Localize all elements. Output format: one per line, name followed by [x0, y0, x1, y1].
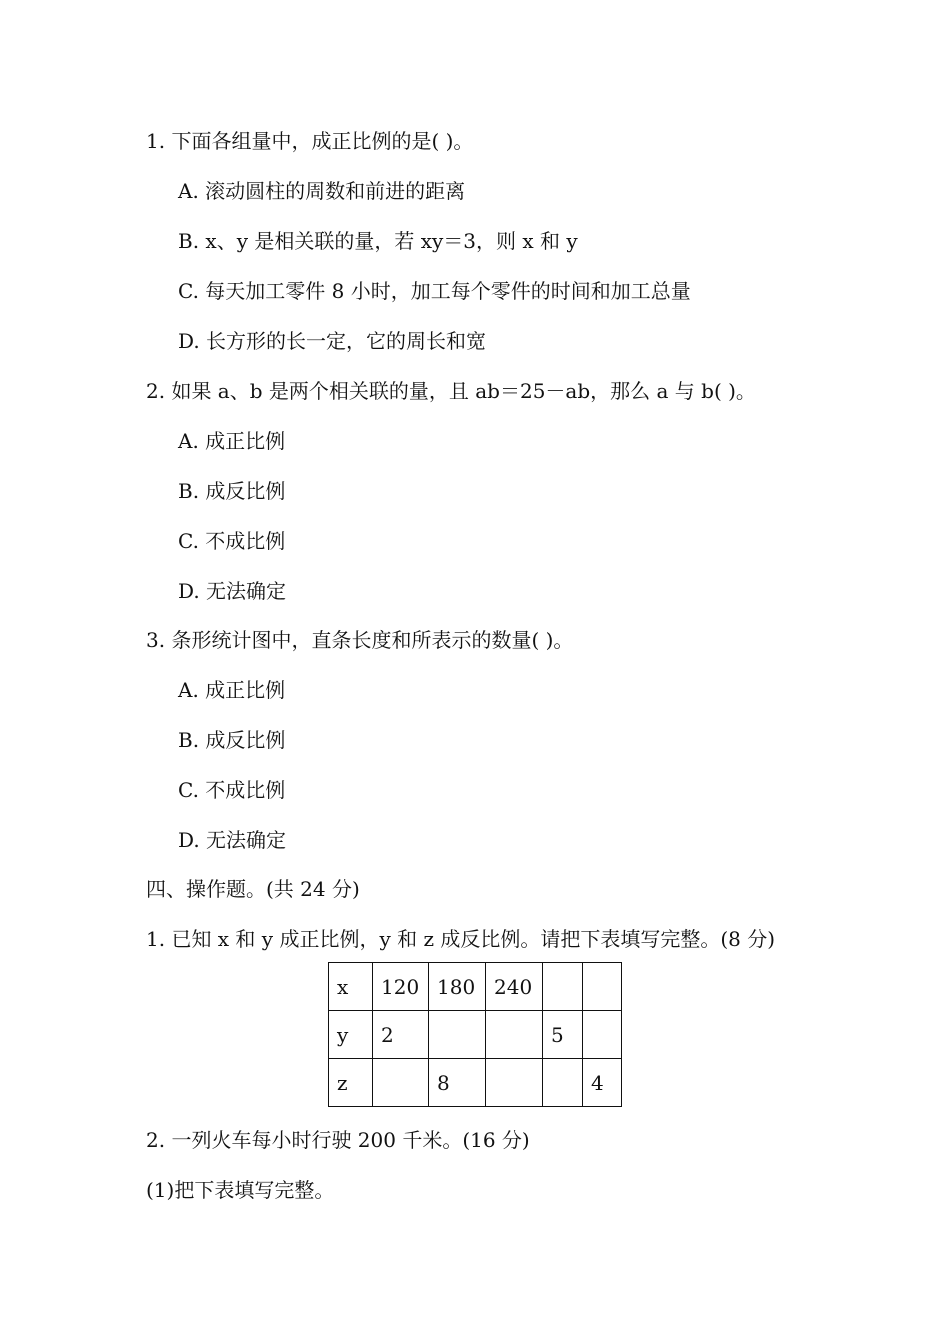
question-2-stem: 2. 如果 a、b 是两个相关联的量，且 ab＝25－ab，那么 a 与 b( )。 [146, 379, 756, 403]
question-3-option-d: D. 无法确定 [178, 828, 287, 852]
table-cell [373, 1059, 429, 1107]
section-4-question-2-sub-1: (1)把下表填写完整。 [146, 1178, 335, 1202]
table-cell: 2 [373, 1011, 429, 1059]
table-cell: 240 [486, 963, 543, 1011]
table-cell [486, 1059, 543, 1107]
question-1-option-a: A. 滚动圆柱的周数和前进的距离 [178, 179, 466, 203]
section-4-title: 四、操作题。(共 24 分) [146, 877, 360, 901]
table-row-x [329, 963, 622, 1011]
table-cell: 5 [543, 1011, 583, 1059]
question-1-option-c: C. 每天加工零件 8 小时，加工每个零件的时间和加工总量 [178, 279, 691, 303]
section-4-question-1: 1. 已知 x 和 y 成正比例，y 和 z 成反比例。请把下表填写完整。(8 分) [146, 927, 776, 951]
table-cell [583, 963, 622, 1011]
table-cell [486, 1011, 543, 1059]
question-3-stem: 3. 条形统计图中，直条长度和所表示的数量( )。 [146, 628, 574, 652]
question-1-stem: 1. 下面各组量中，成正比例的是( )。 [146, 129, 474, 153]
table-cell: z [329, 1059, 373, 1107]
question-2-option-d: D. 无法确定 [178, 579, 287, 603]
question-2-option-a: A. 成正比例 [178, 429, 286, 453]
question-2-option-c: C. 不成比例 [178, 529, 286, 553]
question-1-option-b: B. x、y 是相关联的量，若 xy＝3，则 x 和 y [178, 229, 578, 253]
table-row-z [329, 1059, 622, 1107]
question-1-option-d: D. 长方形的长一定，它的周长和宽 [178, 329, 487, 353]
question-3-option-c: C. 不成比例 [178, 778, 286, 802]
question-3-option-a: A. 成正比例 [178, 678, 286, 702]
question-2-option-b: B. 成反比例 [178, 479, 286, 503]
table-cell: 8 [429, 1059, 486, 1107]
table-cell: 120 [373, 963, 429, 1011]
table-cell: 180 [429, 963, 486, 1011]
table-cell: y [329, 1011, 373, 1059]
table-row-y [329, 1011, 622, 1059]
table-cell [543, 1059, 583, 1107]
table-cell: x [329, 963, 373, 1011]
table-cell [543, 963, 583, 1011]
table-cell [583, 1011, 622, 1059]
table-cell [429, 1011, 486, 1059]
section-4-question-2: 2. 一列火车每小时行驶 200 千米。(16 分) [146, 1128, 530, 1152]
question-3-option-b: B. 成反比例 [178, 728, 286, 752]
table-cell: 4 [583, 1059, 622, 1107]
proportion-table [328, 962, 622, 1107]
